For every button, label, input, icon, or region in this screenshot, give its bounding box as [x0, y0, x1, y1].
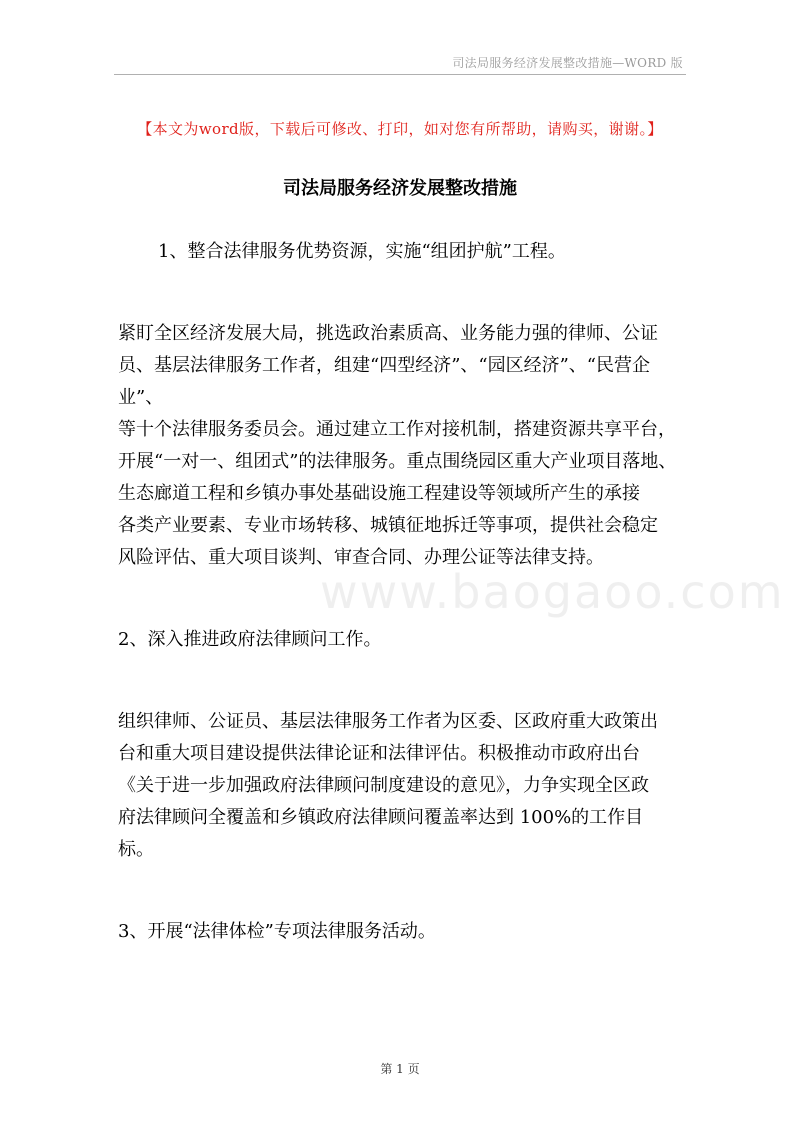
section-heading-1: 1、整合法律服务优势资源，实施“组团护航”工程。 — [158, 241, 566, 262]
purchase-notice: 【本文为word版，下载后可修改、打印，如对您有所帮助，请购买，谢谢。】 — [137, 120, 663, 138]
section-heading-2: 2、深入推进政府法律顾问工作。 — [118, 629, 382, 650]
watermark: www.baogaoo.com — [320, 565, 785, 619]
page-number: 第 1 页 — [380, 1062, 420, 1076]
running-header: 司法局服务经济发展整改措施—WORD 版 — [452, 56, 683, 70]
section-paragraph-1: 紧盯全区经济发展大局，挑选政治素质高、业务能力强的律师、公证 员、基层法律服务工作者，组建“四型经济”、“园区经济”、“民营企业”、 等十个法律服务委员会。通过建立工作对接机制，搭建资源共享平台， 开展“一对一、组团式”的法律服务。重点围绕园区重大产业项目落地、 生态廊道工程和乡镇办事处基础设施工程建设等领域所产生的承接 各类产业要素、专业市场转移、城镇征地拆迁等事项，提供社会稳定 风险评估、重大项目谈判、审查合同、办理公证等法律支持。 — [118, 323, 677, 568]
section-paragraph-2: 组织律师、公证员、基层法律服务工作者为区委、区政府重大政策出 台和重大项目建设提供法律论证和法律评估。积极推动市政府出台 《关于进一步加强政府法律顾问制度建设的意见》，力争实现全区政 府法律顾问全覆盖和乡镇政府法律顾问覆盖率达到 100%的工作目 标。 — [118, 711, 658, 860]
section-heading-3: 3、开展“法律体检”专项法律服务活动。 — [118, 921, 436, 942]
document-body — [118, 236, 686, 998]
header-divider — [114, 74, 686, 75]
page-title: 司法局服务经济发展整改措施 — [283, 178, 517, 199]
